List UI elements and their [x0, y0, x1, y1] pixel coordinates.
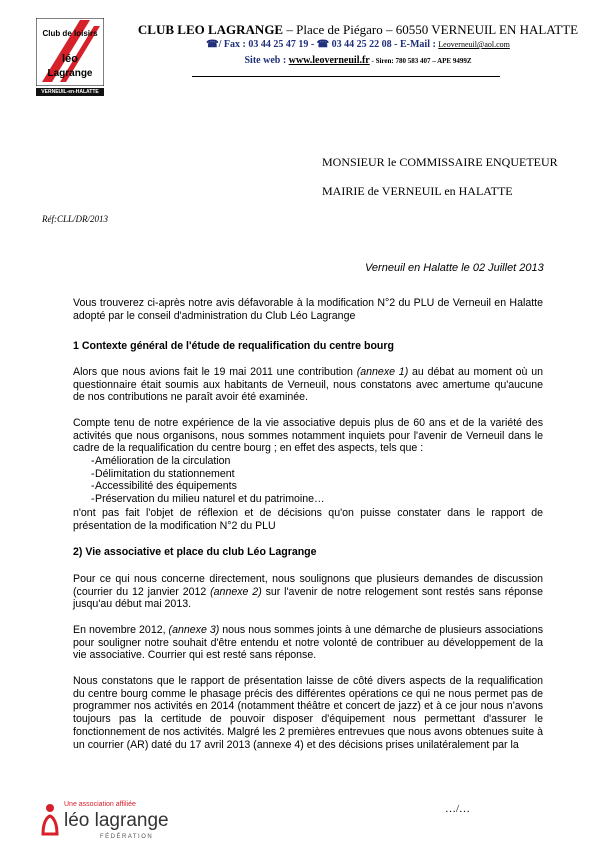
paragraph-3: n'ont pas fait l'objet de réflexion et de décisions qu'on puisse constater dans le rapport de présentation de la modification N°2 du PLU	[73, 507, 543, 532]
reference: Réf:CLL/DR/2013	[42, 214, 109, 224]
p1-text-a: Alors que nous avions fait le 19 mai 2011 une contribution	[73, 366, 357, 378]
intro-paragraph: Vous trouverez ci-après notre avis défavorable à la modification N°2 du PLU de Verneuil en Halatte adopté par le conseil d'administration du Club Léo Lagrange	[73, 297, 543, 322]
p5-text-a: En novembre 2012,	[73, 624, 169, 636]
recipient-line-1: MONSIEUR le COMMISSAIRE ENQUETEUR	[322, 155, 558, 169]
paragraph-1	[73, 366, 543, 404]
paragraph-2: Compte tenu de notre expérience de la vie associative depuis plus de 60 ans et de la variété des activités que nous organisons, nous sommes notamment inquiets pour l'avenir de Verneuil dans le cadre de la requalification du centre bourg ; en effet des aspects, tels que :	[73, 417, 543, 455]
header-contact-line	[108, 39, 608, 50]
list-item: - Accessibilité des équipements	[73, 480, 543, 493]
p1-text-b: au débat au moment où un questionnaire était soumis aux habitants de Verneuil, nous constatons avec amertume qu'aucune de nos contributions ne paraît avoir été examinée.	[73, 366, 543, 404]
phone-number: 03 44 25 47 19	[248, 39, 309, 50]
list-item: - Délimitation du stationnement	[73, 468, 543, 481]
siren-info: - Siren: 780 583 407 – APE 9499Z	[369, 57, 472, 65]
p4-text-b: sur l'avenir de notre relogement sont restés sans réponse jusqu'au début mai 2013.	[73, 585, 543, 611]
p4-annex: (annexe 2)	[210, 585, 262, 598]
header-site-line	[108, 55, 608, 66]
phone-label: / Fax :	[218, 39, 249, 50]
footer-logo	[40, 798, 220, 846]
recipient-line-2: MAIRIE de VERNEUIL en HALATTE	[322, 184, 513, 198]
letter-date: Verneuil en Halatte le 02 Juillet 2013	[365, 262, 544, 274]
club-logo	[36, 18, 104, 86]
header-club-line	[108, 22, 608, 38]
club-address: – Place de Piégaro – 60550 VERNEUIL EN HALATTE	[283, 22, 579, 37]
paragraph-5	[73, 624, 543, 662]
p5-text-b: nous nous sommes joints à une démarche de plusieurs associations pour souligner notre souhait d'être entendu et notre volonté de contribuer au développement de la vie associative. Courrier qui est resté sans réponse.	[73, 624, 543, 662]
email-link[interactable]: Leoverneuil@aol.com	[438, 40, 510, 49]
p1-annex: (annexe 1)	[356, 366, 409, 378]
site-label: Site web :	[244, 55, 289, 66]
p4-text-a: Pour ce qui nous concerne directement, nous soulignons que plusieurs demandes de discussion (courrier du 12 janvier 2012	[73, 573, 543, 598]
paragraph-4	[73, 573, 543, 611]
aspects-list	[73, 455, 543, 506]
phone-icon: ☎	[206, 39, 219, 50]
header-divider	[192, 76, 500, 77]
p5-annex: (annexe 3)	[168, 624, 220, 636]
logo-text-2: léo	[62, 53, 78, 65]
list-item: - Amélioration de la circulation	[73, 455, 543, 468]
logo-text-1: Club de loisirs	[42, 29, 98, 38]
paragraph-6: Nous constatons que le rapport de présentation laisse de côté divers aspects de la requalification du centre bourg comme le phasage précis des différentes opérations ce qui ne nous permet pas de programmer nos activités en 2014 (notamment théâtre et concert de jazz) et à ce jour nous n'avons toujours pas la certitude de pouvoir disposer d'équipement nous permettant d'assurer le fonctionnement de nos activités. Malgré les 2 premières entrevues que nous avons obtenues suite à un courrier (AR) daté du 17 avril 2013 (annexe 4) et des décisions prises unilatéralement par la	[73, 675, 543, 751]
footer-brand: léo lagrange	[64, 810, 169, 831]
footer-affiliation: Une association affiliée	[64, 801, 136, 808]
footer-federation: FÉDÉRATION	[100, 834, 154, 840]
website-link[interactable]: www.leoverneuil.fr	[288, 55, 370, 66]
logo-text-3: Lagrange	[47, 68, 93, 79]
section-2-title: 2) Vie associative et place du club Léo Lagrange	[73, 546, 317, 558]
club-name: CLUB LEO LAGRANGE	[137, 22, 284, 37]
phone2-number: 03 44 25 22 08	[331, 39, 392, 50]
page-continuation: …/…	[445, 803, 471, 815]
phone2-icon: ☎	[316, 39, 332, 50]
email-label: - E-Mail :	[391, 39, 439, 50]
logo-caption: VERNEUIL-en-HALATTE	[36, 88, 104, 96]
person-logo-icon	[43, 804, 57, 834]
list-item: - Préservation du milieu naturel et du patrimoine…	[73, 493, 543, 506]
section-1-title: 1 Contexte général de l'étude de requalification du centre bourg	[73, 340, 394, 352]
phone-separator: -	[308, 39, 317, 50]
